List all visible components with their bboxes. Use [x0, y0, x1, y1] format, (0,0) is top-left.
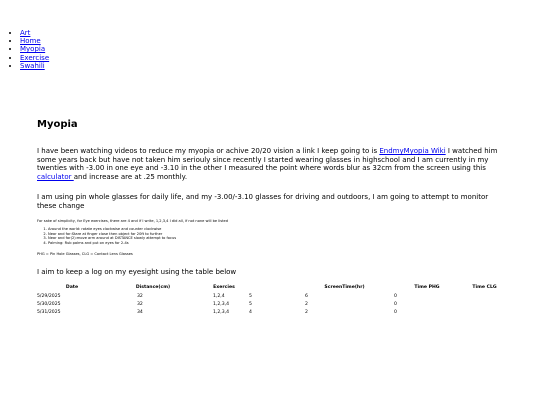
- cell-value: 4: [249, 309, 252, 315]
- nav-item-swahili: [20, 62, 49, 70]
- page-title: Myopia: [37, 119, 78, 130]
- nav-link-exercise[interactable]: Exercise: [20, 53, 50, 62]
- header-time-phg: Time PHG: [414, 285, 440, 290]
- cell-value: 5: [249, 293, 252, 299]
- cell-time-clg: [462, 308, 507, 316]
- cell-date: 5/30/2025: [37, 301, 61, 307]
- exercise-item: 1. Around the world: rotate eyes clockwise and counter clockwise: [48, 227, 176, 232]
- intro-paragraph: [37, 147, 507, 181]
- nav-link-art[interactable]: Art: [20, 29, 31, 37]
- table-header-row: [37, 284, 507, 292]
- header-date: Date: [65, 285, 79, 290]
- cell-value: 5: [249, 301, 252, 307]
- log-intro: I aim to keep a log on my eyesight using the table below: [37, 268, 237, 276]
- exercise-item: 2. Near and far:Stare at finger close then object far 20ft to further: [48, 232, 176, 237]
- intro-text-start: I have been watching videos to reduce my myopia or achive 20/20 vision a link I keep going to is: [37, 147, 380, 155]
- table-row: [37, 300, 507, 308]
- nav-item-myopia: [20, 45, 49, 53]
- header-screentime: ScreenTime(hr): [324, 285, 365, 290]
- exercise-list: [37, 227, 176, 245]
- cell-exercises: 1,2,3,4: [213, 309, 230, 315]
- cell-distance: 34: [137, 309, 143, 315]
- intro-text-end: and increase are at .25 monthly.: [73, 172, 188, 181]
- cell-screentime: 6: [305, 293, 308, 299]
- header-distance: Distance(cm): [135, 285, 171, 290]
- nav-link-swahili[interactable]: Swahili: [20, 61, 45, 70]
- header-exercises: Exercies: [213, 285, 235, 290]
- cell-exercises: 1,2,3,4: [213, 301, 230, 307]
- exercise-item: 4. Palming: Rub palms and put on eyes for 2-4s: [48, 241, 176, 246]
- cell-time-clg: [462, 300, 507, 308]
- exercise-note: For sake of simplicity, for Eye exercises, there are 4 and if I write, 1,2,3,4 I did all, if not none will be listed: [37, 219, 229, 223]
- nav-item-home: [20, 37, 49, 45]
- site-nav: [11, 29, 49, 70]
- cell-distance: 32: [137, 293, 143, 299]
- cell-exercises: 1,2,4: [213, 293, 225, 299]
- nav-link-home[interactable]: Home: [20, 37, 41, 46]
- eyesight-log-table: [37, 284, 507, 316]
- table-row: [37, 308, 507, 316]
- intro-text-middle: I watched him some years back but have not taken him seriouly since recently I started wearing glasses in highschool and I am currently in my twenties with -3.00 in one eye and -3.10 in the other I measured the point where words blur as 32cm from the screen using this: [37, 147, 498, 172]
- endmymyopia-wiki-link[interactable]: EndmyMyopia Wiki: [379, 147, 446, 155]
- cell-time-phg: 0: [394, 309, 397, 315]
- cell-distance: 32: [137, 301, 143, 307]
- header-blank: [249, 284, 297, 292]
- cell-time-clg: [462, 292, 507, 300]
- glasses-legend: PHG = Pin Hole Glasses, CLG = Contact Lens Glasses: [37, 252, 133, 256]
- cell-date: 5/29/2025: [37, 293, 61, 299]
- table-row: [37, 292, 507, 300]
- cell-screentime: 2: [305, 309, 308, 315]
- exercise-item: 3. Near and far(2):move arm around at DISTANCE slowly attempt to focus: [48, 236, 176, 241]
- nav-link-myopia[interactable]: Myopia: [20, 45, 46, 54]
- nav-item-exercise: [20, 54, 49, 62]
- calculator-link[interactable]: calculator: [37, 172, 74, 181]
- cell-time-phg: 0: [394, 293, 397, 299]
- cell-time-phg: 0: [394, 301, 397, 307]
- header-time-clg: Time CLG: [472, 285, 497, 290]
- nav-item-art: [20, 29, 49, 37]
- plan-paragraph: I am using pin whole glasses for daily life, and my -3.00/-3.10 glasses for driving and outdoors, I am going to attempt to monitor these change: [37, 193, 489, 210]
- cell-screentime: 2: [305, 301, 308, 307]
- cell-date: 5/31/2025: [37, 309, 61, 315]
